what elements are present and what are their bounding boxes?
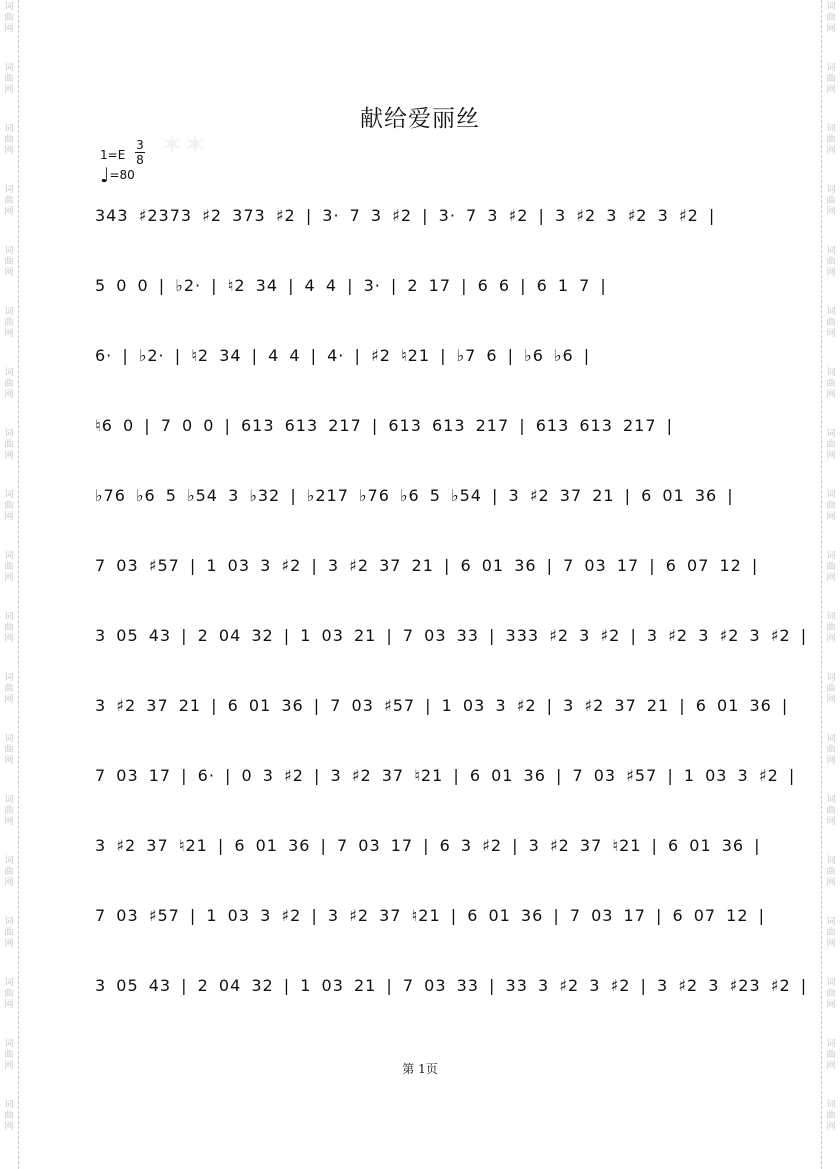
quarter-note-icon: ♩ [100, 163, 110, 187]
watermark-text: 词 曲 网 [4, 978, 14, 1010]
watermark-text: 词 曲 网 [826, 673, 836, 705]
watermark-text: 词 曲 网 [4, 551, 14, 583]
watermark-text: 词 曲 网 [826, 2, 836, 34]
score-line [95, 756, 796, 826]
score-line [95, 406, 743, 476]
notation-text: ♭76 ♭6 5 ♭54 3 ♭32 | ♭217 ♭76 ♭6 5 ♭54 | 3 ♯2 37 21 | 6 01 36 | [95, 486, 734, 505]
score-line [95, 336, 743, 406]
watermark-text: 词 曲 网 [826, 978, 836, 1010]
watermark-text: 词 曲 网 [826, 368, 836, 400]
score-line [95, 266, 743, 336]
notation-text: 343 ♯2373 ♯2 373 ♯2 | 3· 7 3 ♯2 | 3· 7 3 ♯2 | 3 ♯2 3 ♯2 3 ♯2 | [95, 206, 716, 225]
watermark-text: 词 曲 网 [4, 2, 14, 34]
watermark-text: 词 曲 网 [4, 429, 14, 461]
notation-text: 5 0 0 | ♭2· | ♮2 34 | 4 4 | 3· | 2 17 | 6 6 | 6 1 7 | [95, 276, 607, 295]
notation-text: 3 ♯2 37 21 | 6 01 36 | 7 03 ♯57 | 1 03 3 ♯2 | 3 ♯2 37 21 | 6 01 36 | [95, 696, 789, 715]
notation-text: 3 05 43 | 2 04 32 | 1 03 21 | 7 03 33 | 33 3 ♯2 3 ♯2 | 3 ♯2 3 ♯23 ♯2 | [95, 976, 808, 995]
watermark-text: 词 曲 网 [826, 612, 836, 644]
watermark-text: 词 曲 网 [826, 1100, 836, 1132]
notation-text: 3 ♯2 37 ♮21 | 6 01 36 | 7 03 17 | 6 3 ♯2 | 3 ♯2 37 ♮21 | 6 01 36 | [95, 836, 761, 855]
page-number: 第 1页 [402, 1062, 438, 1076]
notation-text: 6· | ♭2· | ♮2 34 | 4 4 | 4· | ♯2 ♮21 | ♭7 6 | ♭6 ♭6 | [95, 346, 591, 365]
watermark-text: 词 曲 网 [826, 63, 836, 95]
notation-text: 7 03 ♯57 | 1 03 3 ♯2 | 3 ♯2 37 ♮21 | 6 01 36 | 7 03 17 | 6 07 12 | [95, 906, 766, 925]
time-signature [133, 138, 147, 167]
watermark-text: 词 曲 网 [4, 246, 14, 278]
watermark-text: 词 曲 网 [826, 429, 836, 461]
score-line [95, 686, 789, 756]
watermark-text: 词 曲 网 [826, 307, 836, 339]
tempo-mark [100, 163, 135, 187]
watermark-text: 词 曲 网 [826, 124, 836, 156]
watermark-text: 词 曲 网 [826, 795, 836, 827]
score-line [95, 476, 743, 546]
tempo-value: =80 [109, 168, 135, 182]
watermark-text: 词 曲 网 [4, 612, 14, 644]
watermark-text: 词 曲 网 [826, 490, 836, 522]
faint-background-logo: ✶✶ [160, 130, 207, 161]
watermark-text: 词 曲 网 [826, 1039, 836, 1071]
notation-text: ♮6 0 | 7 0 0 | 613 613 217 | 613 613 217 | 613 613 217 | [95, 416, 673, 435]
watermark-text: 词 曲 网 [4, 1039, 14, 1071]
meter-top: 3 [136, 138, 144, 152]
watermark-text: 词 曲 网 [4, 490, 14, 522]
watermark-text: 词 曲 网 [4, 917, 14, 949]
watermark-text: 词 曲 网 [4, 185, 14, 217]
score-body [95, 196, 808, 1036]
page-title: 献给爱丽丝 [360, 106, 480, 132]
key-signature: 1=E [100, 148, 126, 162]
watermark-text: 词 曲 网 [4, 63, 14, 95]
watermark-text: 词 曲 网 [4, 1100, 14, 1132]
watermark-text: 词 曲 网 [4, 856, 14, 888]
watermark-text: 词 曲 网 [4, 124, 14, 156]
watermark-text: 词 曲 网 [4, 673, 14, 705]
notation-text: 7 03 17 | 6· | 0 3 ♯2 | 3 ♯2 37 ♮21 | 6 01 36 | 7 03 ♯57 | 1 03 3 ♯2 | [95, 766, 796, 785]
watermark-text: 词 曲 网 [4, 795, 14, 827]
score-line [95, 826, 761, 896]
watermark-text: 词 曲 网 [826, 185, 836, 217]
watermark-text: 词 曲 网 [826, 551, 836, 583]
notation-text: 7 03 ♯57 | 1 03 3 ♯2 | 3 ♯2 37 21 | 6 01 36 | 7 03 17 | 6 07 12 | [95, 556, 759, 575]
score-line [95, 616, 808, 686]
watermark-text: 词 曲 网 [4, 307, 14, 339]
watermark-text: 词 曲 网 [826, 856, 836, 888]
score-line [95, 966, 808, 1036]
score-line [95, 196, 743, 266]
watermark-text: 词 曲 网 [826, 246, 836, 278]
meter-bottom: 8 [136, 153, 144, 167]
notation-text: 3 05 43 | 2 04 32 | 1 03 21 | 7 03 33 | 333 ♯2 3 ♯2 | 3 ♯2 3 ♯2 3 ♯2 | [95, 626, 808, 645]
watermark-text: 词 曲 网 [4, 368, 14, 400]
watermark-text: 词 曲 网 [826, 734, 836, 766]
score-line [95, 546, 759, 616]
watermark-text: 词 曲 网 [4, 734, 14, 766]
watermark-text: 词 曲 网 [826, 917, 836, 949]
score-line [95, 896, 766, 966]
